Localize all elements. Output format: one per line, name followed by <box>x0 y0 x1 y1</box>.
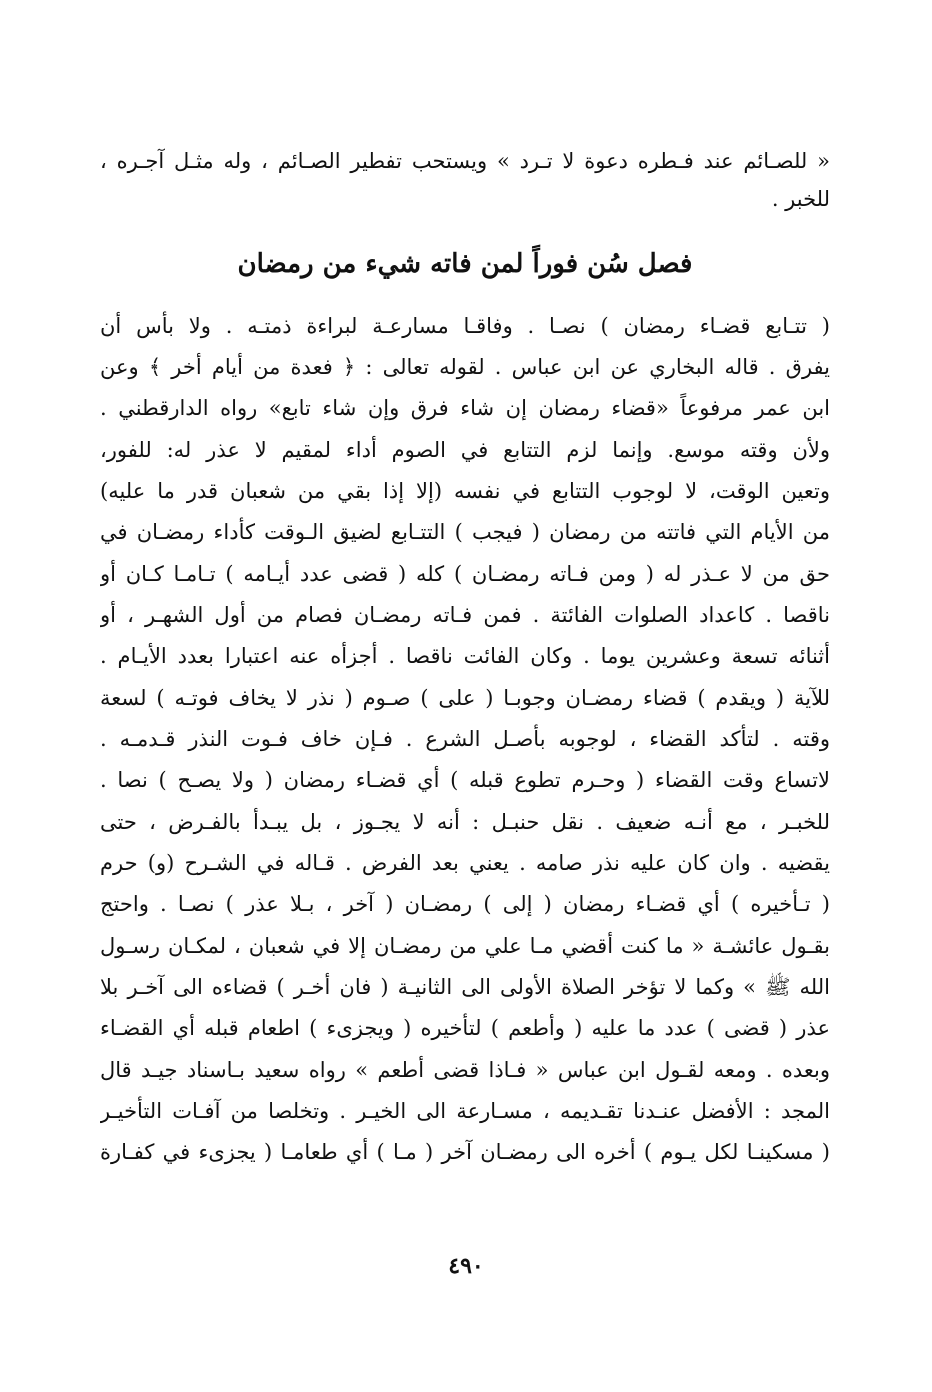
body-line: للخبـر ، مع أنـه ضعيف . نقل حنبـل : أنه لا يجـوز ، بل يبـدأ بالفـرض ، حتى <box>100 810 830 834</box>
body-line: ( تـأخيره ) أي قضـاء رمضان ( إلى ) رمضـان ( آخر ، بـلا عذر ) نصـا . واحتج <box>100 892 830 916</box>
body-line: ناقصا . كاعداد الصلوات الفائتة . فمن فـاته رمضـان فصام من أول الشهـر ، أو <box>100 603 830 627</box>
body-paragraph <box>100 306 830 1206</box>
body-line: عذر ( قضى ) عدد ما عليه ( وأطعم ) لتأخيره ( ويجزىء ) اطعام قبله أي القضـاء <box>100 1016 830 1040</box>
body-line: بقـول عائشـة « ما كنت أقضي مـا علي من رمضـان إلا في شعبان ، لمكـان رسـول <box>100 934 830 958</box>
section-title: فصل سُن فوراً لمن فاته شيء من رمضان <box>237 249 693 279</box>
body-line: حق من لا عـذر له ( ومن فـاته رمضـان ) كله ( قضى عدد أيـامه ) تـامـا كـان أو <box>100 562 830 586</box>
body-line: ولأن وقته موسع. وإنما لزم التتابع في الصوم أداء لمقيم لا عذر له: للفور، <box>100 438 830 462</box>
intro-line: « للصـائم عند فـطره دعوة لا تـرد » ويستحب تفطير الصـائم ، وله مثـل آجـره ، <box>100 149 830 173</box>
body-line: أثنائه تسعة وعشرين يوما . وكان الفائت ناقصا . أجزأه عنه اعتبارا بعدد الأيـام . <box>100 644 830 668</box>
body-line: يقضيه . وان كان عليه نذر صامه . يعني بعد الفرض . قـاله في الشـرح (و) حرم <box>100 851 830 875</box>
body-line: يفرق . قاله البخاري عن ابن عباس . لقوله تعالى : ﴿ فعدة من أيام أخر ﴾ وعن <box>100 355 830 379</box>
body-line: ( تتـابع قضـاء رمضان ) نصـا . وفاقـا مسارعـة لبراءة ذمتـه . ولا بأس أن <box>100 314 830 338</box>
body-line: المجد : الأفضل عنـدنا تقـديمه ، مسـارعة الى الخيـر . وتخلصا من آفـات التأخيـر <box>100 1099 830 1123</box>
intro-paragraph <box>100 141 830 221</box>
body-line: وبعده . ومعه لقـول ابن عباس « فـاذا قضى أطعم » رواه سعيد بـاسناد جيـد قال <box>100 1058 830 1082</box>
body-line: ( مسكينـا لكل يـوم ) أخره الى رمضـان آخر ( مـا ) أي طعامـا ( يجزىء في كفـارة <box>100 1140 830 1164</box>
body-line: وتعين الوقت، لا لوجوب التتابع في نفسه (إلا إذا بقي من شعبان قدر ما عليه) <box>100 479 830 503</box>
body-line: وقته . لتأكد القضاء ، لوجوبه بأصـل الشرع . فـإن خاف فـوت النذر قـدمـه . <box>100 727 830 751</box>
body-line: للآية ( ويقدم ) قضاء رمضـان وجوبـا ( على ) صـوم ( نذر لا يخاف فوتـه ) لسعة <box>100 686 830 710</box>
body-line: الله ﷺ » وكما لا تؤخر الصلاة الأولى الى الثانيـة ( فان أخـر ) قضاءه الى آخـر بلا <box>100 975 830 999</box>
intro-line: للخبر . <box>771 187 830 211</box>
body-line: من الأيام التي فاتته من رمضان ( فيجب ) التتـابع لضيق الـوقت كأداء رمضـان في <box>100 520 830 544</box>
page-number: ٤٩٠ <box>448 1253 484 1279</box>
body-line: ابن عمر مرفوعاً «قضاء رمضان إن شاء فرق وإن شاء تابع» رواه الدارقطني . <box>100 396 830 420</box>
body-line: لاتساع وقت القضاء ( وحـرم تطوع قبله ) أي قضـاء رمضان ( ولا يصـح ) نصا . <box>100 768 830 792</box>
